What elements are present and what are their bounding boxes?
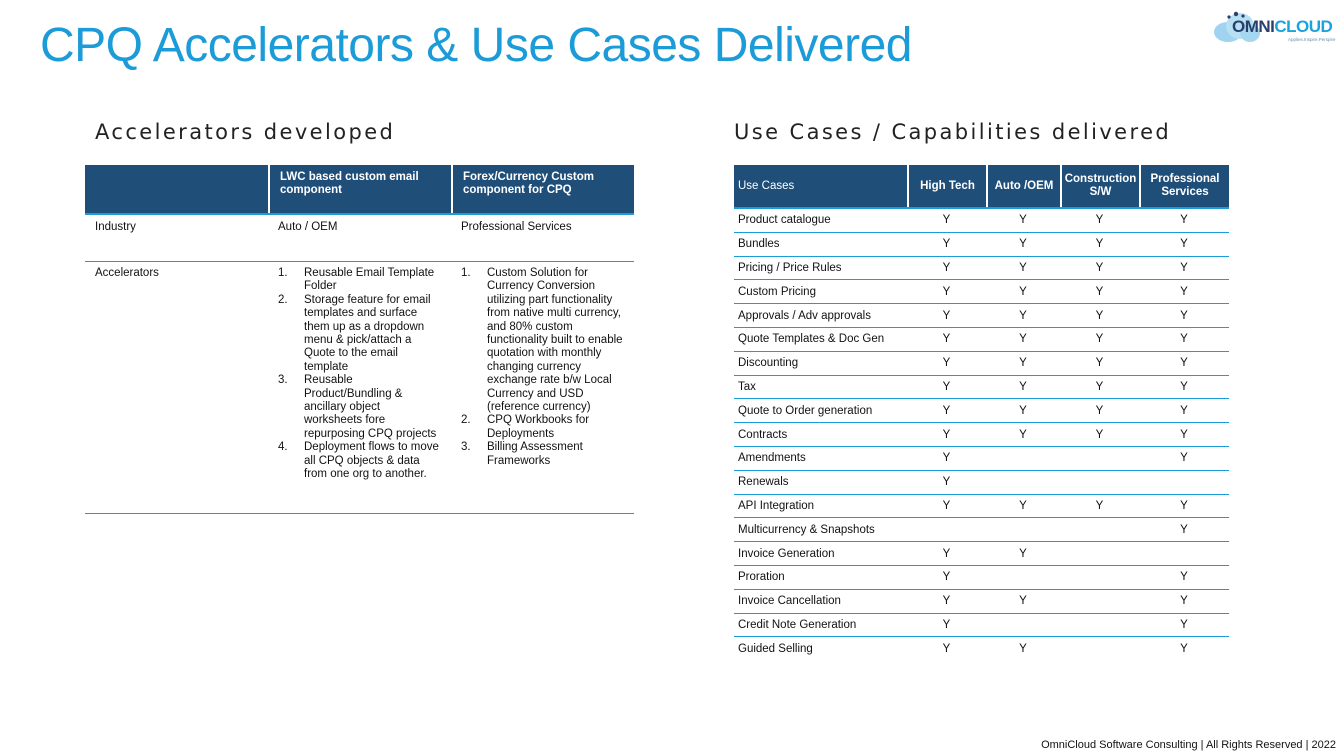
accelerators-header-forex: Forex/Currency Custom component for CPQ <box>451 165 634 213</box>
use-case-cell: Y <box>1180 618 1188 631</box>
use-case-name: Credit Note Generation <box>738 618 857 631</box>
header-use-cases: Use Cases <box>738 179 795 192</box>
accelerators-table-header <box>85 165 634 215</box>
industry-value-lwc: Auto / OEM <box>278 221 338 233</box>
use-case-name: Renewals <box>738 476 789 489</box>
list-item <box>278 294 441 374</box>
use-case-cell: Y <box>1019 643 1027 656</box>
use-case-cell: Y <box>1180 309 1188 322</box>
use-case-cell: Y <box>1019 547 1027 560</box>
use-case-cell: Y <box>942 261 951 274</box>
accelerators-list-forex <box>451 267 634 513</box>
accelerators-list-lwc <box>268 267 451 513</box>
use-case-cell: Y <box>1019 333 1027 346</box>
use-case-cell: Y <box>1019 309 1027 322</box>
use-case-cell: Y <box>1019 499 1027 512</box>
page-title: CPQ Accelerators & Use Cases Delivered <box>40 19 912 72</box>
use-case-cell: Y <box>1180 499 1188 512</box>
table-row <box>734 304 1229 328</box>
table-row <box>734 447 1229 471</box>
table-row <box>734 590 1229 614</box>
use-case-name: Invoice Cancellation <box>738 595 841 608</box>
use-case-cell: Y <box>1095 380 1104 393</box>
use-case-cell: Y <box>942 380 951 393</box>
list-item-text: Reusable Product/Bundling & ancillary object worksheets fore repurposing CPQ projects <box>304 374 437 440</box>
header-professional-services: Professional Services <box>1139 165 1229 207</box>
use-case-cell: Y <box>942 571 951 584</box>
industry-label: Industry <box>95 221 136 233</box>
list-item-number: 2. <box>278 293 288 306</box>
accelerators-heading: Accelerators developed <box>95 120 396 144</box>
use-cases-table-body <box>734 209 1229 661</box>
table-row <box>734 542 1229 566</box>
list-item-text: Deployment flows to move all CPQ objects & data from one org to another. <box>304 441 439 481</box>
accelerators-row-industry <box>85 215 634 262</box>
use-case-name: Contracts <box>738 428 788 441</box>
use-case-name: Tax <box>738 380 756 393</box>
use-case-cell: Y <box>1019 214 1027 227</box>
list-item-text: Storage feature for email templates and surface them up as a dropdown menu & pick/attach a Quote to the email template <box>304 293 431 373</box>
use-case-name: Custom Pricing <box>738 285 816 298</box>
logo-tagline: Applies.Inspire.Perspire <box>1288 37 1336 42</box>
use-case-cell: Y <box>1180 571 1188 584</box>
use-case-cell: Y <box>942 476 951 489</box>
use-case-cell: Y <box>1019 357 1027 370</box>
footer-text: OmniCloud Software Consulting | All Rights Reserved | 2022 <box>1041 739 1336 751</box>
use-cases-heading: Use Cases / Capabilities delivered <box>734 120 1172 144</box>
use-case-cell: Y <box>1180 285 1188 298</box>
use-case-cell: Y <box>1180 380 1188 393</box>
use-case-cell: Y <box>1095 214 1104 227</box>
use-case-name: API Integration <box>738 499 815 512</box>
use-case-cell: Y <box>942 499 951 512</box>
accelerators-row-accelerators <box>85 262 634 514</box>
use-case-cell: Y <box>1095 261 1104 274</box>
use-case-cell: Y <box>942 285 951 298</box>
use-case-cell: Y <box>1095 357 1104 370</box>
use-case-name: Guided Selling <box>738 643 813 656</box>
use-cases-table <box>734 165 1229 661</box>
use-case-cell: Y <box>1095 404 1104 417</box>
list-item-text: Billing Assessment Frameworks <box>487 441 583 467</box>
table-row <box>734 209 1229 233</box>
list-item-number: 1. <box>461 267 471 279</box>
list-item-text: Custom Solution for Currency Conversion utilizing part functionality from native multi currency, and 80% custom functionality built to enable quotation with monthly changing currency exchange rate b/w Local Currency and USD (reference currency) <box>487 267 623 414</box>
use-case-name: Discounting <box>738 357 799 370</box>
use-case-name: Pricing / Price Rules <box>738 261 842 274</box>
use-cases-table-header <box>734 165 1229 209</box>
list-item-number: 1. <box>278 267 288 279</box>
list-item <box>278 441 441 481</box>
use-case-cell: Y <box>942 452 951 465</box>
use-case-cell: Y <box>1095 428 1104 441</box>
table-row <box>734 614 1229 638</box>
list-item-number: 3. <box>278 374 288 387</box>
use-case-cell: Y <box>942 428 951 441</box>
list-item <box>278 267 441 294</box>
use-case-cell: Y <box>942 643 951 656</box>
list-item-text: Reusable Email Template Folder <box>304 267 435 293</box>
list-item-text: CPQ Workbooks for Deployments <box>487 414 590 440</box>
numbered-list <box>461 267 624 468</box>
use-case-cell: Y <box>942 333 951 346</box>
use-case-cell: Y <box>1180 333 1188 346</box>
list-item-number: 4. <box>278 441 288 454</box>
use-case-cell: Y <box>1019 404 1027 417</box>
use-case-cell: Y <box>1180 428 1188 441</box>
use-case-name: Invoice Generation <box>738 547 835 560</box>
use-case-cell: Y <box>942 547 951 560</box>
list-item-number: 3. <box>461 441 471 454</box>
list-item <box>461 441 624 468</box>
table-row <box>734 423 1229 447</box>
use-case-cell: Y <box>1180 404 1188 417</box>
table-row <box>734 637 1229 661</box>
use-case-cell: Y <box>1180 452 1188 465</box>
header-high-tech: High Tech <box>907 165 986 207</box>
table-row <box>734 471 1229 495</box>
use-case-name: Bundles <box>738 238 780 251</box>
list-item-number: 2. <box>461 414 471 427</box>
logo-word-omni: OMNI <box>1232 17 1275 36</box>
use-case-cell: Y <box>942 214 951 227</box>
table-row <box>734 328 1229 352</box>
use-case-cell: Y <box>1180 643 1188 656</box>
use-case-name: Multicurrency & Snapshots <box>738 523 875 536</box>
use-case-cell: Y <box>1180 261 1188 274</box>
use-case-cell: Y <box>942 618 951 631</box>
table-row <box>734 257 1229 281</box>
use-case-cell: Y <box>1180 238 1188 251</box>
table-row <box>734 495 1229 519</box>
use-case-name: Approvals / Adv approvals <box>738 309 871 322</box>
list-item <box>278 374 441 441</box>
list-item <box>461 267 624 414</box>
header-auto-oem: Auto /OEM <box>986 165 1060 207</box>
use-case-cell: Y <box>1180 523 1188 536</box>
use-case-cell: Y <box>1095 238 1104 251</box>
use-case-cell: Y <box>1095 333 1104 346</box>
use-case-name: Product catalogue <box>738 214 831 227</box>
use-case-cell: Y <box>942 309 951 322</box>
use-case-name: Quote to Order generation <box>738 404 873 417</box>
use-case-cell: Y <box>1095 285 1104 298</box>
industry-value-forex: Professional Services <box>461 221 572 233</box>
accelerators-label: Accelerators <box>95 267 159 279</box>
use-case-cell: Y <box>1019 285 1027 298</box>
use-case-cell: Y <box>942 595 951 608</box>
use-case-cell: Y <box>1019 428 1027 441</box>
accelerators-table <box>85 165 634 514</box>
use-case-cell: Y <box>1019 238 1027 251</box>
use-case-cell: Y <box>1180 357 1188 370</box>
accelerators-header-blank <box>85 165 268 213</box>
use-case-name: Amendments <box>738 452 806 465</box>
logo-wordmark <box>1232 17 1332 37</box>
list-item <box>461 414 624 441</box>
table-row <box>734 566 1229 590</box>
table-row <box>734 280 1229 304</box>
use-case-name: Proration <box>738 571 785 584</box>
use-case-cell: Y <box>1180 595 1188 608</box>
use-case-cell: Y <box>1095 499 1104 512</box>
use-case-cell: Y <box>1095 309 1104 322</box>
header-construction-sw: Construction S/W <box>1060 165 1139 207</box>
table-row <box>734 352 1229 376</box>
use-case-name: Quote Templates & Doc Gen <box>738 333 885 346</box>
table-row <box>734 233 1229 257</box>
use-case-cell: Y <box>942 404 951 417</box>
use-case-cell: Y <box>1019 380 1027 393</box>
use-case-cell: Y <box>942 238 951 251</box>
table-row <box>734 376 1229 400</box>
table-row <box>734 399 1229 423</box>
omnicloud-logo <box>1210 4 1342 48</box>
numbered-list <box>278 267 441 482</box>
logo-word-cloud: CLOUD <box>1274 17 1333 36</box>
use-case-cell: Y <box>1019 261 1027 274</box>
accelerators-header-lwc-email: LWC based custom email component <box>268 165 451 213</box>
use-case-cell: Y <box>1180 214 1188 227</box>
table-row <box>734 518 1229 542</box>
use-case-cell: Y <box>1019 595 1027 608</box>
use-case-cell: Y <box>942 357 951 370</box>
